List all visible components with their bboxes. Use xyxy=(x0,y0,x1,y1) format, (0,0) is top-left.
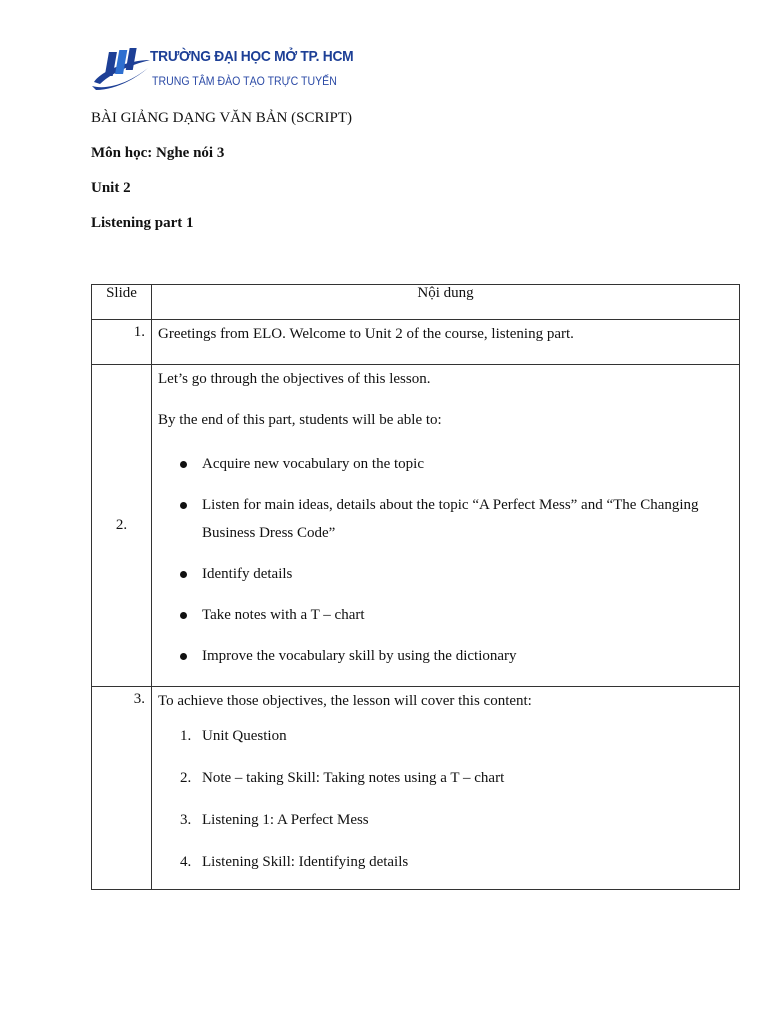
list-item xyxy=(158,450,733,478)
bullet-icon xyxy=(180,502,187,509)
row-intro: By the end of this part, students will be able to: xyxy=(158,412,442,428)
table-row xyxy=(92,365,740,687)
list-item-number: 1. xyxy=(180,728,192,744)
list-item xyxy=(158,560,733,588)
table-header-row xyxy=(92,285,740,320)
objectives-list xyxy=(158,450,733,670)
bullet-icon xyxy=(180,571,187,578)
header-slide: Slide xyxy=(92,285,152,320)
row-intro: Let’s go through the objectives of this lesson. xyxy=(158,371,431,387)
row-content xyxy=(152,687,740,890)
list-item-text: Listening Skill: Identifying details xyxy=(202,854,409,870)
logo-emblem-icon xyxy=(90,46,154,94)
subject-heading: Môn học: Nghe nói 3 xyxy=(91,145,225,161)
script-table xyxy=(91,284,740,890)
bullet-icon xyxy=(180,461,187,468)
list-item xyxy=(158,601,733,629)
table-row xyxy=(92,320,740,365)
list-item-text: Identify details xyxy=(202,566,293,582)
list-item-text: Improve the vocabulary skill by using the dictionary xyxy=(202,648,517,664)
list-item xyxy=(158,642,733,670)
unit-heading: Unit 2 xyxy=(91,180,131,196)
list-item-number: 3. xyxy=(180,812,192,828)
list-item-text: Listening 1: A Perfect Mess xyxy=(202,812,369,828)
bullet-icon xyxy=(180,653,187,660)
row-content xyxy=(152,320,740,365)
table-row xyxy=(92,687,740,890)
university-logo xyxy=(90,44,354,96)
row-intro: To achieve those objectives, the lesson will cover this content: xyxy=(158,693,532,709)
list-item-number: 2. xyxy=(180,770,192,786)
list-item-number: 4. xyxy=(180,854,192,870)
list-item xyxy=(158,726,733,746)
list-item-text: Note – taking Skill: Taking notes using a T – chart xyxy=(202,770,505,786)
slide-number: 2. xyxy=(92,365,152,687)
row-text: Greetings from ELO. Welcome to Unit 2 of the course, listening part. xyxy=(158,326,574,342)
logo-university-name: TRƯỜNG ĐẠI HỌC MỞ TP. HCM xyxy=(150,48,354,65)
slide-number: 3. xyxy=(92,687,152,890)
header-content: Nội dung xyxy=(152,285,740,320)
list-item-text: Unit Question xyxy=(202,728,287,744)
list-item-text: Acquire new vocabulary on the topic xyxy=(202,456,425,472)
list-item xyxy=(158,491,733,547)
content-list xyxy=(158,726,733,872)
row-content xyxy=(152,365,740,687)
slide-number: 1. xyxy=(92,320,152,365)
logo-center-name: TRUNG TÂM ĐÀO TẠO TRỰC TUYẾN xyxy=(152,74,337,88)
list-item xyxy=(158,768,733,788)
list-item-text: Take notes with a T – chart xyxy=(202,607,365,623)
list-item xyxy=(158,852,733,872)
list-item-text: Listen for main ideas, details about the topic “A Perfect Mess” and “The Changing Business Dress Code” xyxy=(202,497,699,541)
document-title: BÀI GIẢNG DẠNG VĂN BẢN (SCRIPT) xyxy=(91,110,352,126)
bullet-icon xyxy=(180,612,187,619)
list-item xyxy=(158,810,733,830)
part-heading: Listening part 1 xyxy=(91,215,194,231)
